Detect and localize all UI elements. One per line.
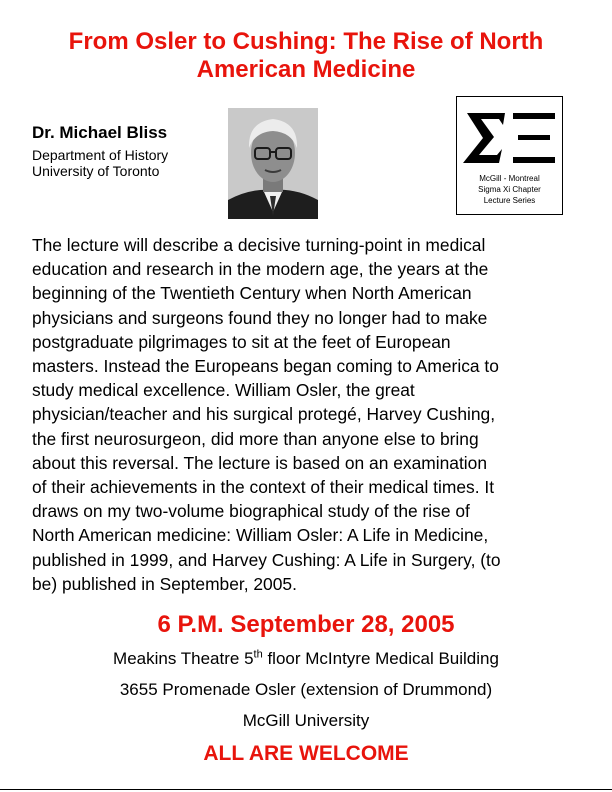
welcome-banner: ALL ARE WELCOME (203, 742, 409, 765)
event-venue (0, 648, 612, 670)
abstract-line: masters. Instead the Europeans began coming to America to (32, 356, 499, 377)
speaker-portrait (228, 108, 318, 219)
event-title (0, 28, 612, 84)
abstract-line: physician/teacher and his surgical protegé, Harvey Cushing, (32, 404, 496, 425)
venue-ordinal: th (253, 648, 263, 661)
abstract-line: physicians and surgeons found they no longer had to make (32, 307, 488, 328)
abstract-line: the first neurosurgeon, did more than anyone else to bring (32, 428, 479, 449)
portrait-photo (228, 108, 318, 219)
abstract-line: North American medicine: William Osler: A Life in Medicine, (32, 525, 489, 546)
speaker-department: Department of History (32, 147, 169, 163)
speaker-name: Dr. Michael Bliss (32, 123, 168, 142)
logo-caption-line-3: Lecture Series (483, 196, 536, 205)
abstract-line: published in 1999, and Harvey Cushing: A Life in Surgery, (to (32, 549, 501, 570)
abstract-line: The lecture will describe a decisive turning-point in medical (32, 235, 486, 255)
title-line-2: American Medicine (196, 56, 416, 83)
venue-suffix: floor McIntyre Medical Building (262, 649, 499, 668)
abstract-line: beginning of the Twentieth Century when North American (32, 283, 472, 304)
event-datetime: 6 P.M. September 28, 2005 (157, 611, 455, 638)
logo-caption-line-2: Sigma Xi Chapter (478, 185, 541, 194)
sigma-xi-logo (456, 96, 563, 215)
logo-caption-line-1: McGill - Montreal (479, 174, 540, 183)
title-line-1: From Osler to Cushing: The Rise of North (68, 28, 544, 55)
abstract-line: about this reversal. The lecture is based on an examination (32, 452, 488, 473)
bottom-divider (0, 789, 612, 790)
event-address: 3655 Promenade Osler (extension of Drummond) (119, 680, 493, 699)
abstract-line: education and research in the modern age, the years at the (32, 259, 489, 280)
lecture-abstract (32, 233, 584, 596)
venue-prefix: Meakins Theatre 5 (113, 649, 254, 668)
abstract-line: postgraduate pilgrimages to sit at the feet of European (32, 331, 451, 352)
abstract-line: draws on my two-volume biographical study of the rise of (32, 501, 470, 522)
logo-caption (457, 173, 562, 206)
sigma-xi-icon (461, 107, 558, 167)
abstract-line: study medical excellence. William Osler, the great (32, 380, 415, 401)
speaker-university: University of Toronto (32, 163, 160, 179)
abstract-line: of their achievements in the context of their medical times. It (32, 477, 495, 498)
event-institution: McGill University (242, 711, 370, 730)
abstract-line: be) published in September, 2005. (32, 573, 297, 594)
